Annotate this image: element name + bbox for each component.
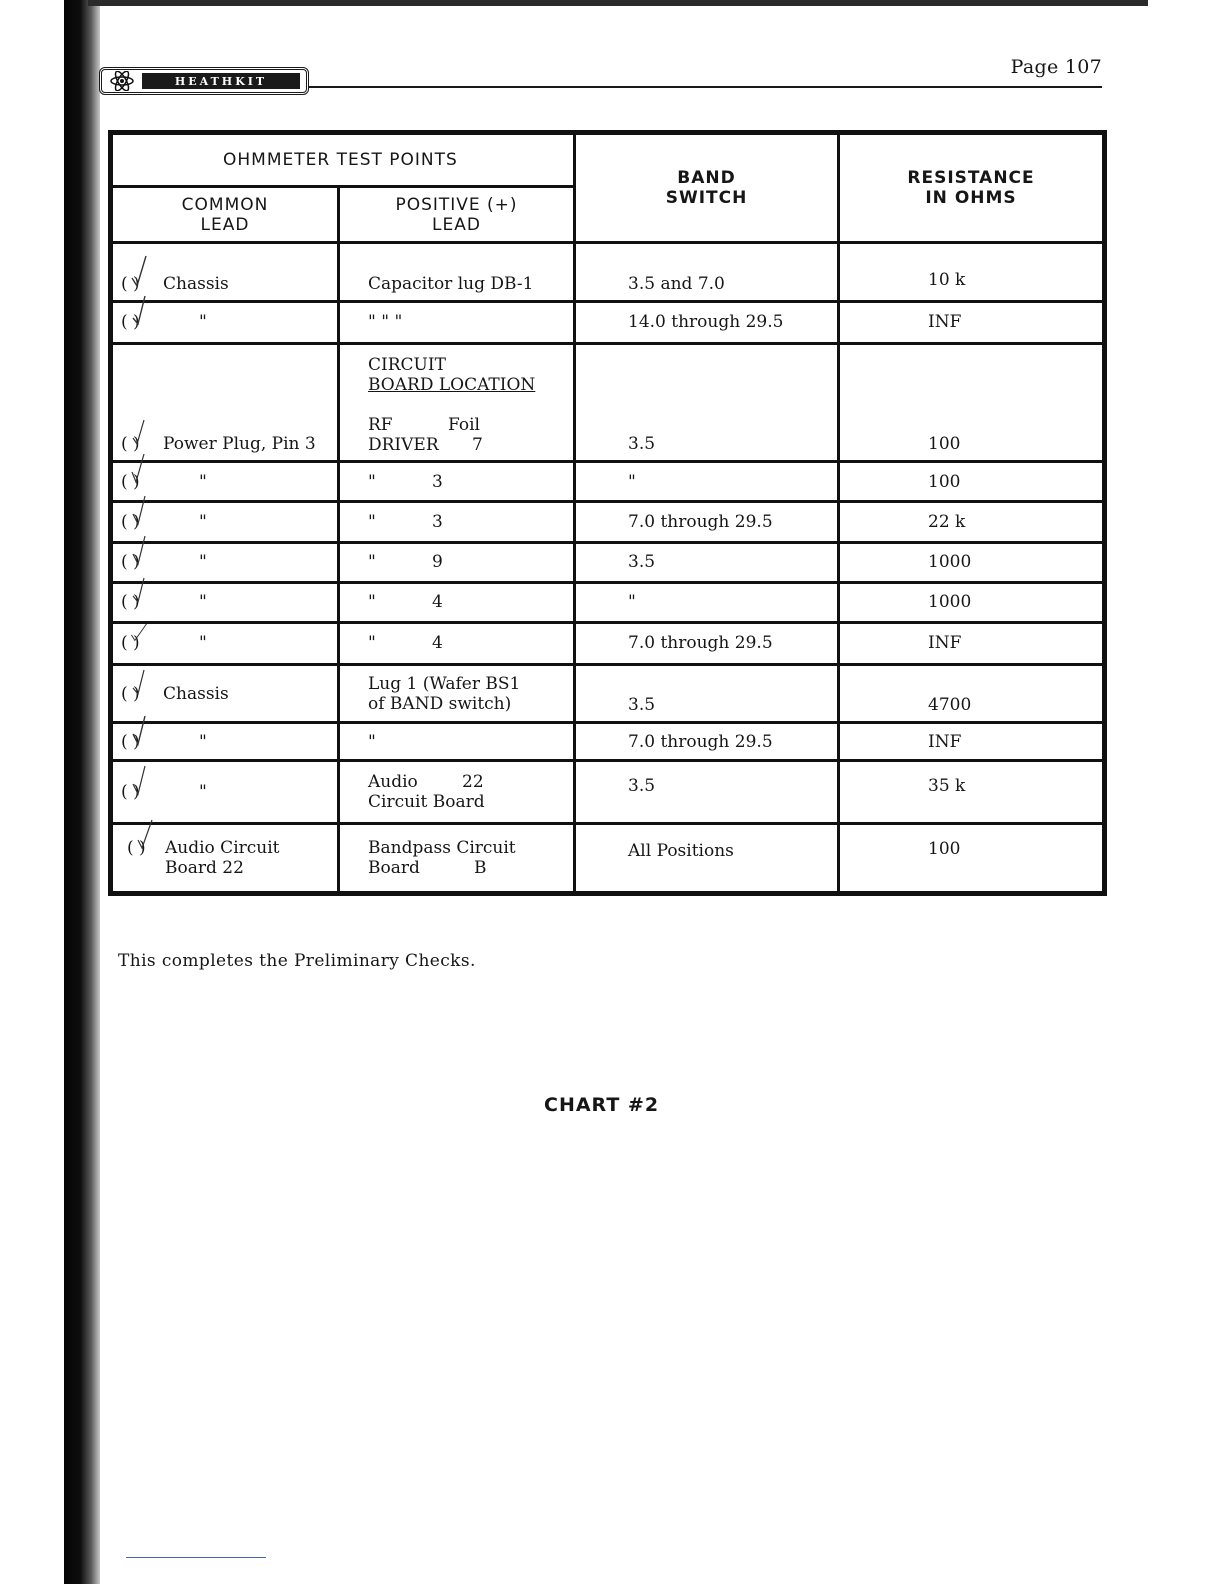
positive-cell: CIRCUIT BOARD LOCATION RF Foil DRIVER 7 (339, 343, 575, 461)
checkbox[interactable]: ( ) (121, 552, 163, 572)
resistance-cell: INF (839, 301, 1105, 343)
table-row (111, 582, 1105, 622)
top-rule (88, 0, 1148, 6)
logo-brand: HEATHKIT (142, 73, 300, 89)
check-mark-icon (130, 613, 148, 647)
heathkit-logo (99, 67, 309, 95)
check-mark-icon (136, 818, 154, 852)
table-row (111, 343, 1105, 461)
table-row (111, 301, 1105, 343)
checkbox[interactable]: ( ) (121, 312, 163, 332)
resistance-cell: 4700 (839, 665, 1105, 723)
bottom-rule (126, 1557, 266, 1558)
positive-cell: " 4 (339, 622, 575, 664)
table-row (111, 622, 1105, 664)
common-cell: ( ) Power Plug, Pin 3 (111, 343, 339, 461)
table-row (111, 243, 1105, 301)
resistance-cell: 22 k (839, 502, 1105, 542)
header-resistance: RESISTANCE IN OHMS (839, 133, 1105, 243)
scan-edge (64, 0, 100, 1584)
resistance-cell: 10 k (839, 243, 1105, 301)
check-mark-icon (130, 414, 148, 448)
common-cell: ( ) " (111, 723, 339, 761)
band-cell: 3.5 (575, 343, 839, 461)
resistance-cell: INF (839, 622, 1105, 664)
common-cell: ( ) " (111, 582, 339, 622)
table-row (111, 823, 1105, 893)
checkbox[interactable]: ( ) (121, 633, 163, 653)
checkbox[interactable]: ( ) (127, 838, 165, 858)
positive-cell: " 9 (339, 542, 575, 582)
band-cell: 7.0 through 29.5 (575, 502, 839, 542)
band-cell: " (575, 582, 839, 622)
chart-caption: CHART #2 (544, 1094, 660, 1116)
common-cell: ( ) " (111, 301, 339, 343)
positive-cell: Capacitor lug DB-1 (339, 243, 575, 301)
common-cell: ( ) " (111, 761, 339, 823)
common-cell: ( ) " (111, 462, 339, 502)
band-cell: 7.0 through 29.5 (575, 723, 839, 761)
table-row (111, 542, 1105, 582)
resistance-cell: 35 k (839, 761, 1105, 823)
band-cell: 7.0 through 29.5 (575, 622, 839, 664)
band-cell: 3.5 and 7.0 (575, 243, 839, 301)
check-mark-icon (130, 762, 148, 796)
positive-cell: Audio 22 Circuit Board (339, 761, 575, 823)
resistance-cell: 100 (839, 462, 1105, 502)
band-cell: 3.5 (575, 542, 839, 582)
common-cell: ( ) Audio Circuit Board 22 (111, 823, 339, 893)
resistance-cell: 100 (839, 823, 1105, 893)
checkbox[interactable]: ( ) (121, 512, 163, 532)
header-band: BAND SWITCH (575, 133, 839, 243)
checkbox[interactable]: ( ) (121, 434, 163, 454)
resistance-cell: 100 (839, 343, 1105, 461)
page-number: Page 107 (1010, 56, 1102, 78)
checkbox[interactable]: ( ) (121, 732, 163, 752)
resistance-cell: 1000 (839, 542, 1105, 582)
atom-icon (102, 70, 142, 92)
completion-text: This completes the Preliminary Checks. (118, 951, 476, 971)
positive-cell: " 3 (339, 462, 575, 502)
common-cell: ( ) " (111, 502, 339, 542)
band-cell: " (575, 462, 839, 502)
resistance-cell: 1000 (839, 582, 1105, 622)
checkbox[interactable]: ( ) (121, 684, 163, 704)
ohmmeter-chart (108, 130, 1107, 896)
group-header: OHMMETER TEST POINTS (111, 133, 575, 187)
header-positive: POSITIVE (+) LEAD (339, 187, 575, 243)
check-mark-icon (130, 712, 148, 746)
checkbox[interactable]: ( ) (121, 782, 163, 802)
resistance-cell: INF (839, 723, 1105, 761)
positive-cell: " " " (339, 301, 575, 343)
common-cell: ( ) " (111, 542, 339, 582)
check-mark-icon (130, 292, 148, 326)
check-mark-icon (130, 572, 148, 606)
common-cell: ( ) Chassis (111, 665, 339, 723)
table-row (111, 462, 1105, 502)
band-cell: All Positions (575, 823, 839, 893)
table-row (111, 723, 1105, 761)
header-rule (308, 86, 1102, 88)
check-mark-icon (130, 492, 148, 526)
band-cell: 3.5 (575, 665, 839, 723)
positive-cell: " (339, 723, 575, 761)
positive-cell: Lug 1 (Wafer BS1 of BAND switch) (339, 665, 575, 723)
table-row (111, 502, 1105, 542)
band-cell: 3.5 (575, 761, 839, 823)
header-common: COMMON LEAD (111, 187, 339, 243)
positive-cell: " 3 (339, 502, 575, 542)
checkbox[interactable]: ( ) (121, 472, 163, 492)
common-cell: ( ) Chassis (111, 243, 339, 301)
band-cell: 14.0 through 29.5 (575, 301, 839, 343)
common-cell: ( ) " (111, 622, 339, 664)
check-mark-icon (130, 452, 148, 486)
positive-cell: Bandpass Circuit Board B (339, 823, 575, 893)
check-mark-icon (130, 532, 148, 566)
check-mark-icon (130, 664, 148, 698)
check-mark-icon (130, 254, 148, 288)
checkbox[interactable]: ( ) (121, 274, 163, 294)
table-row (111, 665, 1105, 723)
checkbox[interactable]: ( ) (121, 592, 163, 612)
positive-cell: " 4 (339, 582, 575, 622)
table-row (111, 761, 1105, 823)
